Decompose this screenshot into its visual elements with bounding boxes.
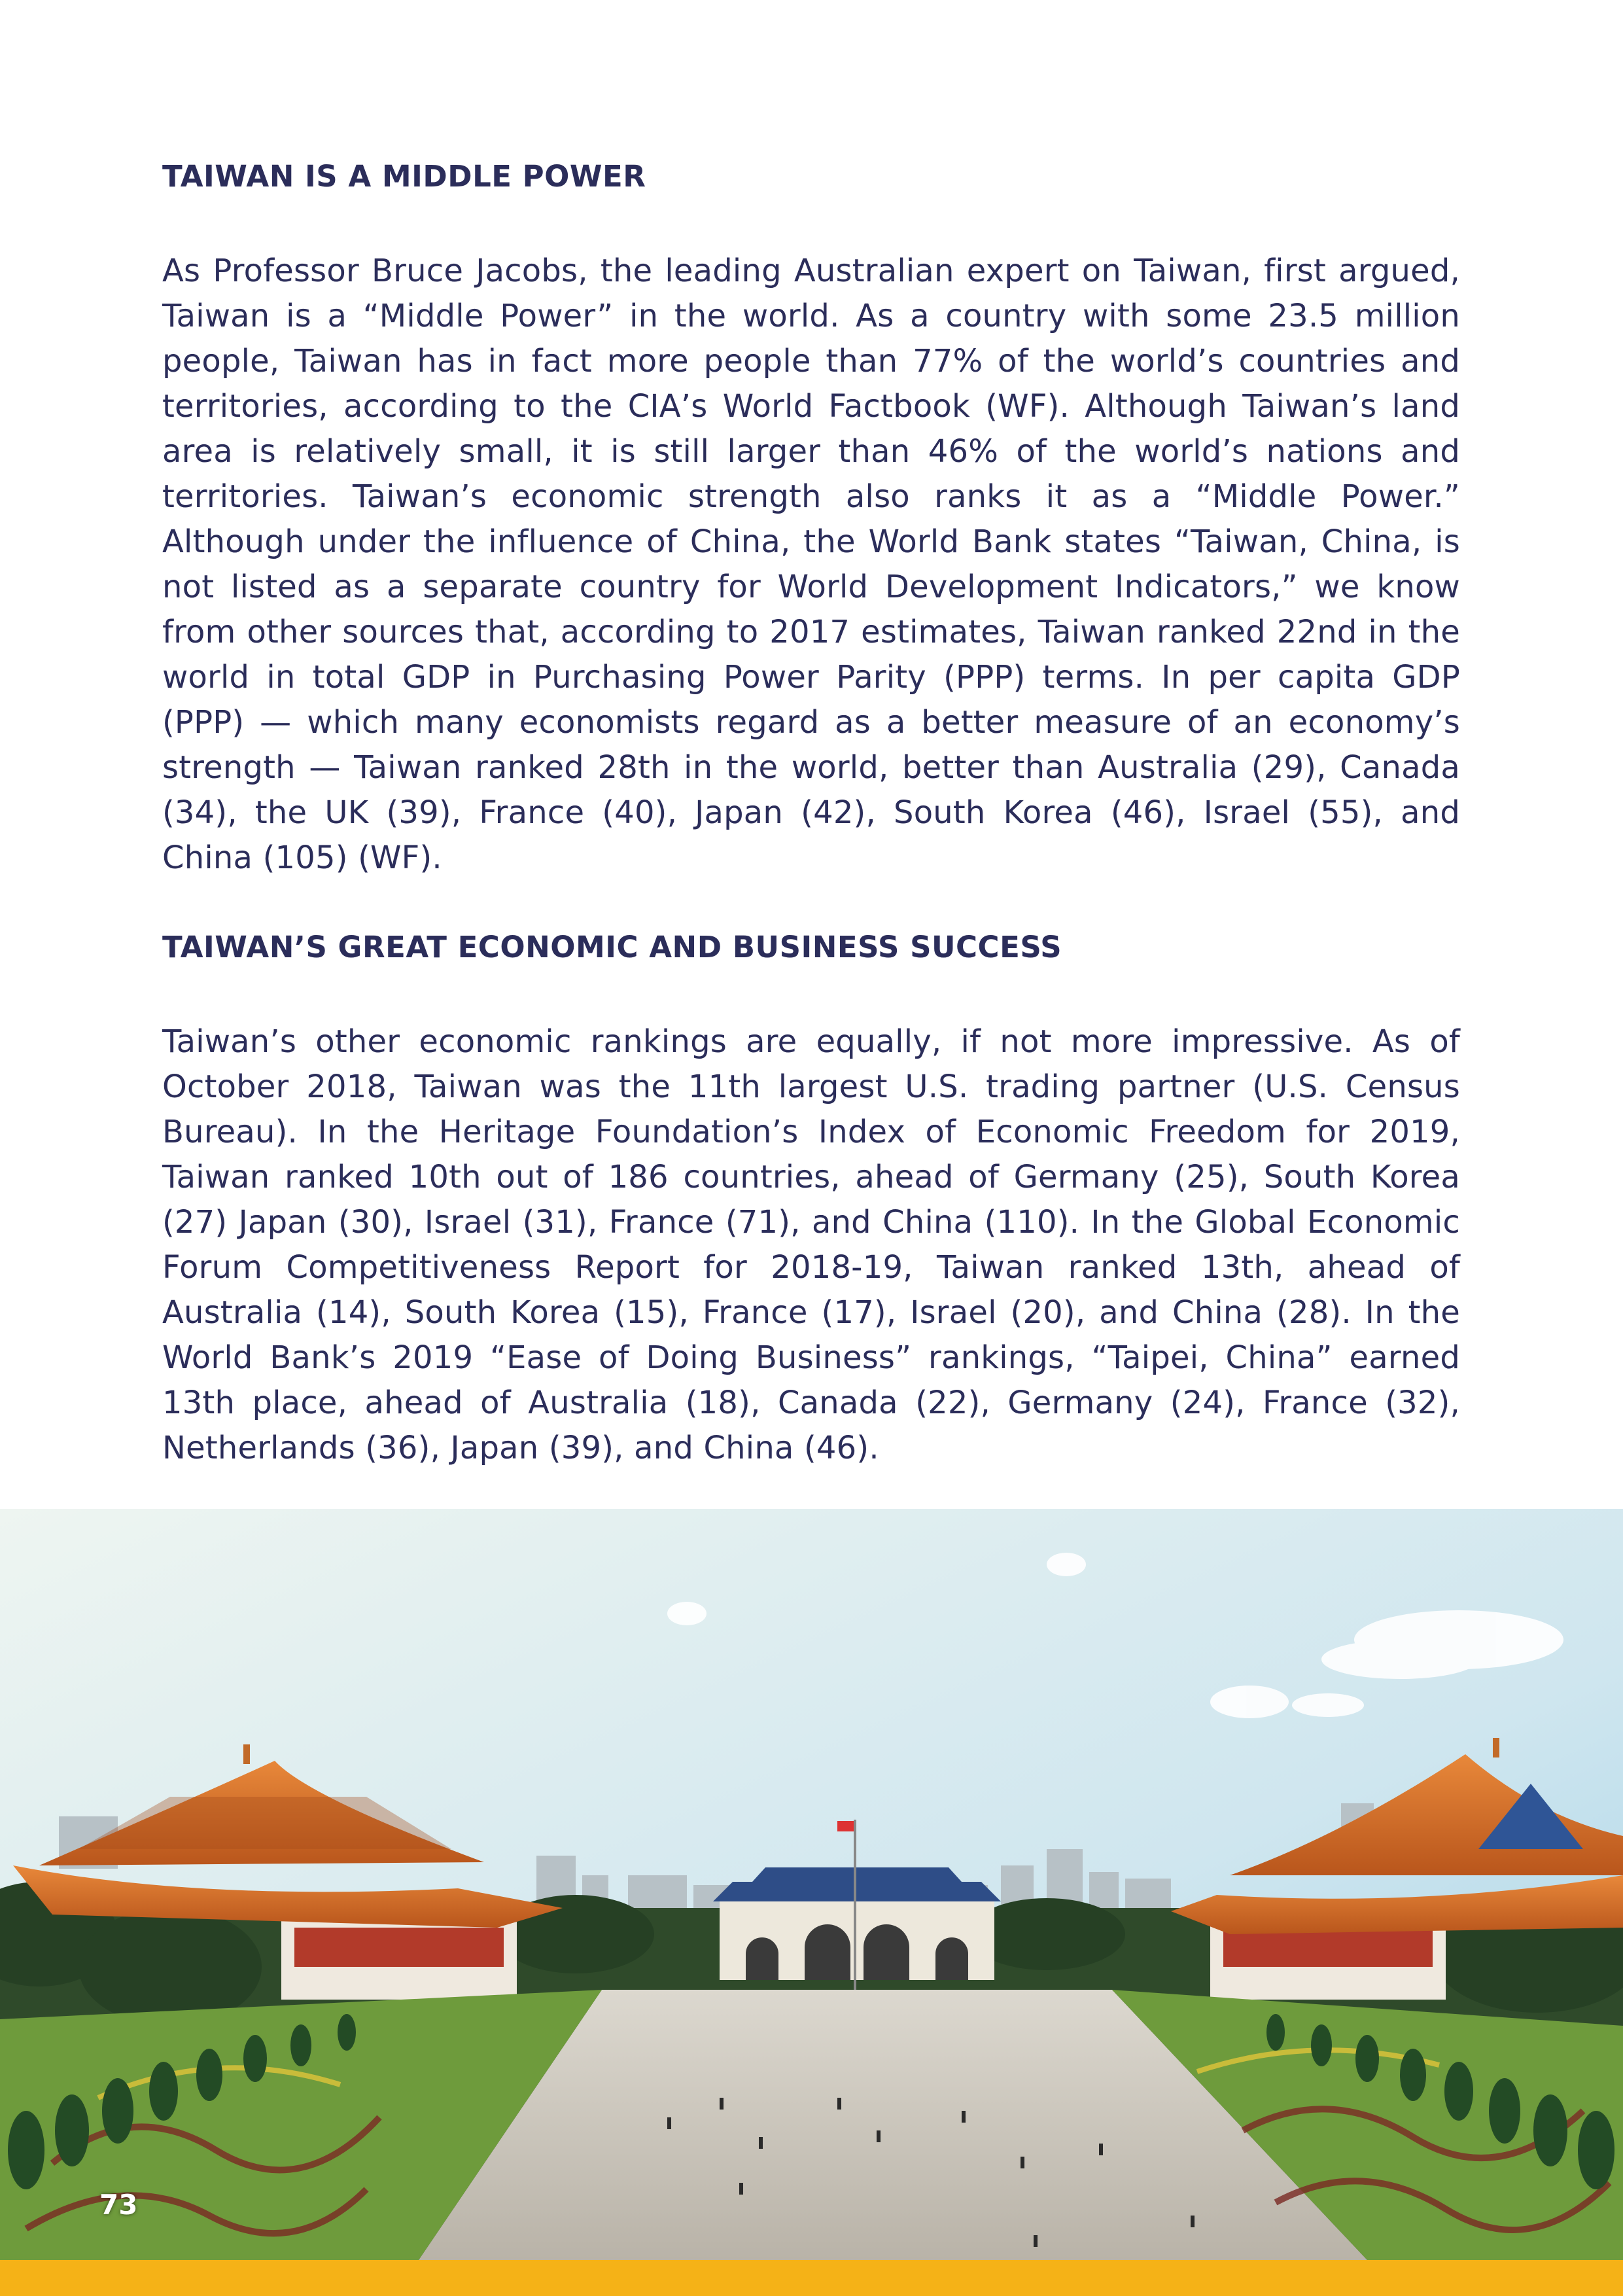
section-paragraph: As Professor Bruce Jacobs, the leading Australian expert on Taiwan, first argued, Taiwan is a “Middle Power” in the world. As a country with some 23.5 million people, Taiwan has in fact more people than 77% of the world’s countries and territories, according to the CIA’s World Factbook (WF). Although Taiwan’s land area is relatively small, it is still larger than 46% of the world’s nations and territories. Taiwan’s economic strength also ranks it as a “Middle Power.” Although under the influence of China, the World Bank states “Taiwan, China, is not listed as a separate country for World Development Indicators,” we know from other sources that, according to 2017 estimates, Taiwan ranked 22nd in the world in total GDP in Purchasing Power Parity (PPP) terms. In per capita GDP (PPP) — which many economists regard as a better measure of an economy’s strength — Taiwan ranked 28th in the world, better than Australia (29), Canada (34), the UK (39), France (40), Japan (42), South Korea (46), Israel (55), and China (105) (WF).	[162, 253, 1460, 876]
plaza-photo	[0, 1509, 1623, 2260]
section-heading: TAIWAN’S GREAT ECONOMIC AND BUSINESS SUCCESS	[162, 930, 1062, 964]
page-number: 73	[99, 2189, 138, 2221]
footer-bar	[0, 2260, 1623, 2296]
article-content	[162, 157, 1460, 1471]
section-heading: TAIWAN IS A MIDDLE POWER	[162, 159, 646, 194]
section-paragraph: Taiwan’s other economic rankings are equally, if not more impressive. As of October 2018, Taiwan was the 11th largest U.S. trading partner (U.S. Census Bureau). In the Heritage Foundation’s Index of Economic Freedom for 2019, Taiwan ranked 10th out of 186 countries, ahead of Germany (25), South Korea (27) Japan (30), Israel (31), France (71), and China (110). In the Global Economic Forum Competitiveness Report for 2018-19, Taiwan ranked 13th, ahead of Australia (14), South Korea (15), France (17), Israel (20), and China (28). In the World Bank’s 2019 “Ease of Doing Business” rankings, “Taipei, China” earned 13th place, ahead of Australia (18), Canada (22), Germany (24), France (32), Netherlands (36), Japan (39), and China (46).	[162, 1023, 1460, 1466]
